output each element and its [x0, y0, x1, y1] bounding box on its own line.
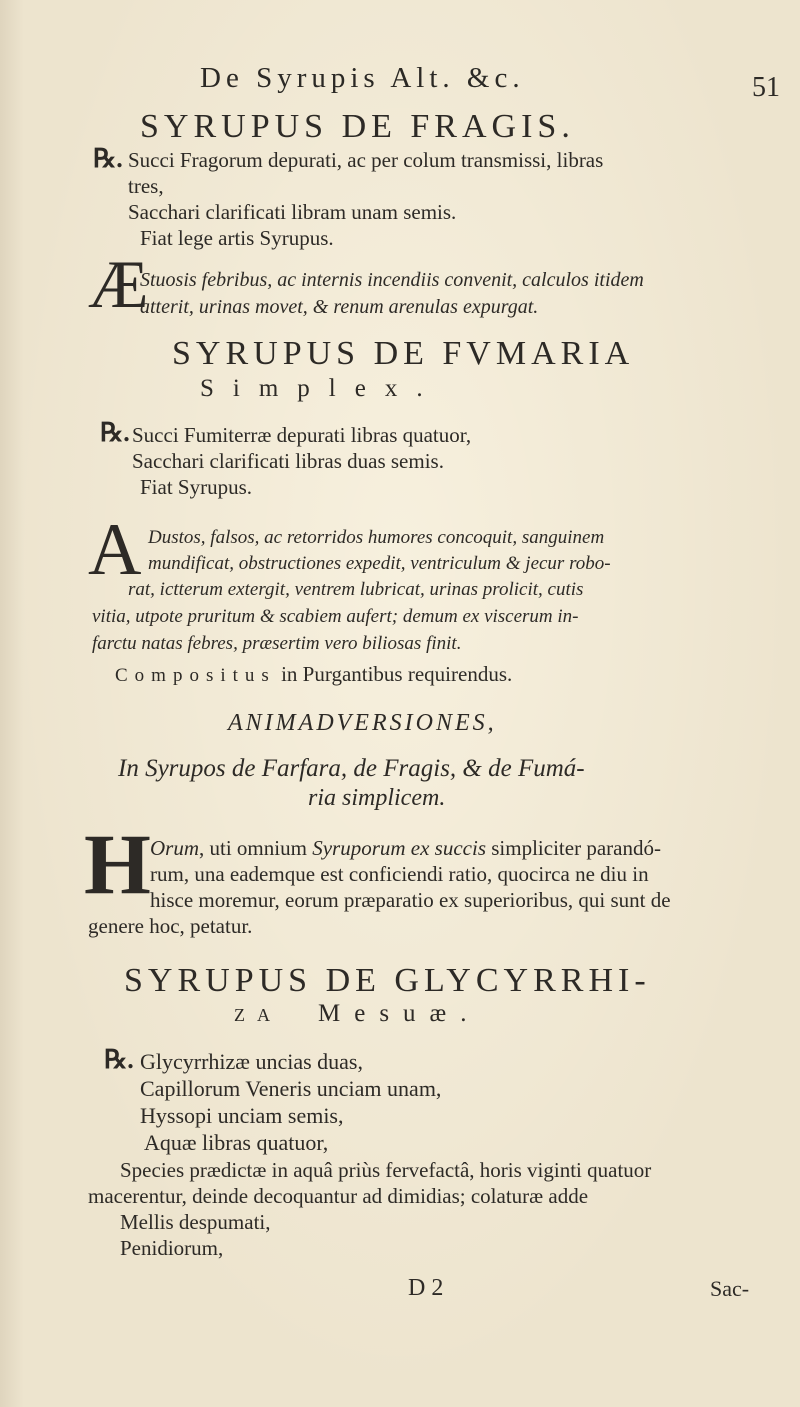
catchword: Sac- [710, 1276, 750, 1301]
running-title: De Syrupis Alt. &c. [200, 62, 525, 94]
note-italic: Syruporum ex succis [312, 836, 486, 860]
recipe-line: Penidiorum, [120, 1236, 224, 1260]
recipe-line: Mellis despumati, [120, 1210, 271, 1234]
virtues-line: Stuosis febribus, ac internis incendiis convenit, calculos itidem [140, 269, 644, 291]
note-text: simpliciter parandó- [491, 836, 661, 860]
compositus-rest: in Purgantibus requirendus. [281, 662, 513, 686]
drop-initial: H [84, 816, 151, 912]
virtues-line: atterit, urinas movet, & renum arenulas expurgat. [140, 296, 539, 318]
recipe-line: Species prædictæ in aquâ priùs fervefactâ, horis viginti quatuor [120, 1158, 652, 1182]
compositus-note [115, 660, 512, 690]
virtues-line: rat, ictterum extergit, ventrem lubricat, urinas prolicit, cutis [128, 579, 584, 600]
note-line: hisce moremur, eorum præparatio ex superioribus, qui sunt de [150, 888, 671, 912]
recipe-line: Sacchari clarificati libras duas semis. [132, 449, 444, 473]
note-line: genere hoc, petatur. [88, 914, 253, 938]
section-subtitle: ria simplicem. [308, 785, 446, 811]
section-subtitle: Mesuæ. [318, 1000, 481, 1027]
recipe-line: Fiat lege artis Syrupus. [140, 226, 334, 250]
recipe-line: Hyssopi unciam semis, [140, 1103, 344, 1128]
section-title-fumaria: SYRUPUS DE FVMARIA [172, 335, 635, 372]
note-italic: Orum [150, 836, 200, 860]
section-subtitle: ZA [234, 1005, 282, 1025]
drop-initial: Æ [88, 246, 149, 322]
page-number: 51 [752, 72, 780, 103]
virtues-line: mundificat, obstructiones expedit, ventriculum & jecur robo- [148, 553, 611, 574]
virtues-line: Dustos, falsos, ac retorridos humores concoquit, sanguinem [148, 527, 605, 548]
section-title-glycyrrhiza: SYRUPUS DE GLYCYRRHI- [124, 962, 651, 999]
compositus-word: Compositus [115, 665, 276, 686]
recipe-line: tres, [128, 174, 164, 198]
virtues-line: vitia, utpote pruritum & scabiem aufert; demum ex viscerum in- [92, 606, 579, 627]
section-title-fragis: SYRUPUS DE FRAGIS. [140, 108, 575, 145]
recipe-line: Succi Fragorum depurati, ac per colum transmissi, libras [128, 148, 604, 172]
recipe-line: Aquæ libras quatuor, [144, 1130, 329, 1155]
recipe-line: Capillorum Veneris unciam unam, [140, 1076, 442, 1101]
signature-mark: D 2 [408, 1275, 444, 1301]
recipe-mark: ℞. [93, 144, 123, 173]
section-subtitle: Simplex. [200, 375, 442, 402]
section-subtitle: In Syrupos de Farfara, de Fragis, & de Fumá- [118, 755, 585, 782]
recipe-line: Glycyrrhizæ uncias duas, [140, 1049, 363, 1074]
recipe-line: Fiat Syrupus. [140, 475, 253, 499]
recipe-mark: ℞. [100, 418, 130, 447]
recipe-line: macerentur, deinde decoquantur ad dimidias; colaturæ adde [88, 1184, 589, 1208]
section-title-animadversiones: ANIMADVERSIONES, [228, 710, 497, 736]
note-text: , uti omnium [199, 836, 307, 860]
virtues-line: farctu natas febres, præsertim vero biliosas finit. [92, 633, 462, 654]
recipe-line: Sacchari clarificati libram unam semis. [128, 200, 457, 224]
note-line [150, 834, 661, 862]
recipe-line: Succi Fumiterræ depurati libras quatuor, [132, 423, 472, 447]
recipe-mark: ℞. [104, 1045, 134, 1074]
note-line: rum, una eademque est conficiendi ratio, quocirca ne diu in [150, 862, 649, 886]
drop-initial: A [88, 509, 142, 591]
